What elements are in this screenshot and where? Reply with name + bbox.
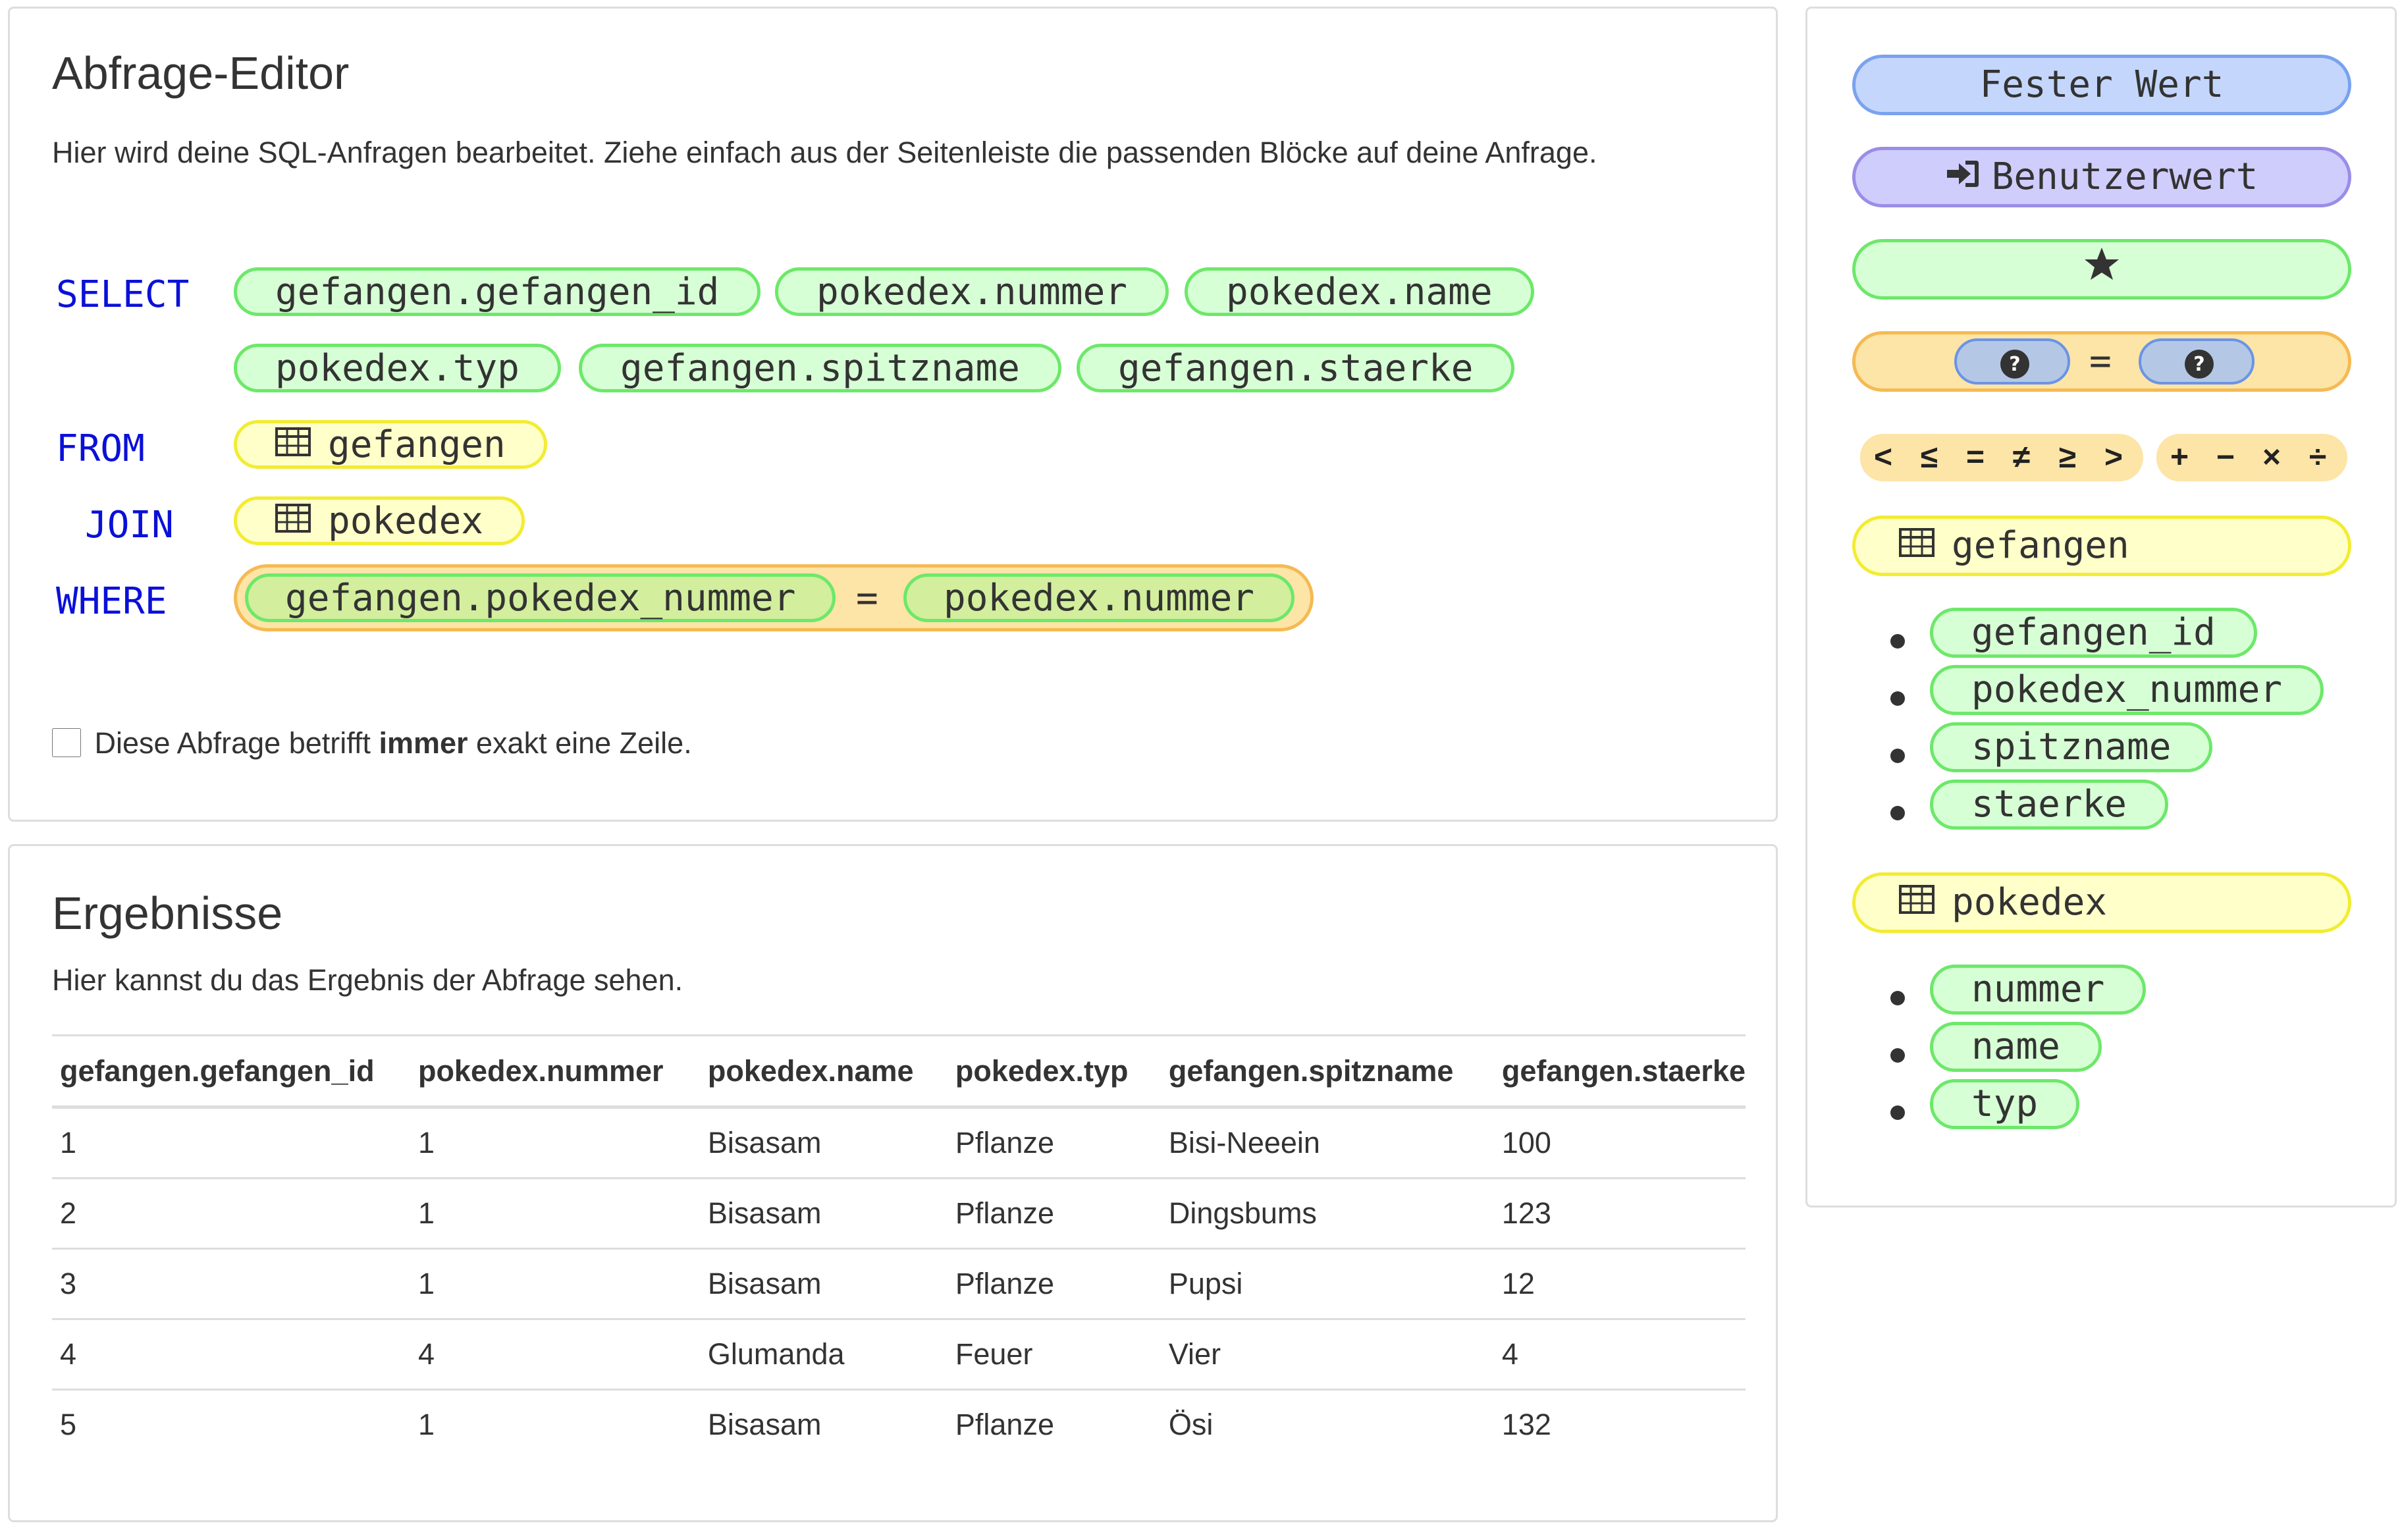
table-header-row bbox=[52, 1036, 1746, 1107]
sidebar-column-block[interactable]: nummer bbox=[1930, 965, 2146, 1015]
table-cell: 4 bbox=[52, 1319, 410, 1390]
table-icon bbox=[1899, 518, 1935, 572]
operator-times[interactable]: × bbox=[2249, 434, 2295, 481]
column-header: pokedex.name bbox=[700, 1036, 947, 1107]
sidebar-table-name: pokedex bbox=[1952, 881, 2108, 924]
list-bullet bbox=[1890, 691, 1905, 706]
question-icon bbox=[2000, 349, 2030, 379]
operator-less-than[interactable]: < bbox=[1860, 434, 1906, 481]
user-value-label: Benutzerwert bbox=[1991, 155, 2258, 198]
single-row-label-bold: immer bbox=[379, 726, 468, 760]
sidebar-column-block[interactable]: gefangen_id bbox=[1930, 608, 2257, 658]
operator-equal[interactable]: = bbox=[1952, 434, 1998, 481]
single-row-label-prefix: Diese Abfrage betrifft bbox=[94, 726, 379, 760]
table-cell: 1 bbox=[417, 1408, 435, 1441]
table-cell: Vier bbox=[1161, 1319, 1494, 1390]
table-cell: 1 bbox=[410, 1179, 700, 1249]
table-cell: Pflanze bbox=[947, 1249, 1161, 1319]
query-editor-panel bbox=[8, 7, 1778, 822]
select-column-block[interactable]: gefangen.gefangen_id bbox=[234, 267, 761, 316]
operator-less-equal[interactable]: ≤ bbox=[1906, 434, 1952, 481]
table-cell: Bisasam bbox=[700, 1179, 947, 1249]
from-table-name: gefangen bbox=[328, 423, 506, 466]
list-bullet bbox=[1890, 806, 1905, 820]
table-cell: 2 bbox=[52, 1179, 410, 1249]
results-panel bbox=[8, 844, 1778, 1522]
table-cell: 100 bbox=[1494, 1107, 1746, 1179]
table-row bbox=[52, 1319, 1746, 1390]
column-header: gefangen.spitzname bbox=[1161, 1036, 1494, 1107]
sidebar-table-pokedex[interactable] bbox=[1852, 872, 2351, 933]
comparison-right-slot[interactable] bbox=[2139, 338, 2255, 385]
table-cell: Feuer bbox=[947, 1319, 1161, 1390]
editor-title: Abfrage-Editor bbox=[52, 47, 350, 99]
operator-divide[interactable]: ÷ bbox=[2295, 434, 2341, 481]
table-cell: Bisi-Neeein bbox=[1161, 1107, 1494, 1179]
single-row-option bbox=[52, 726, 692, 760]
svg-text:?: ? bbox=[2193, 353, 2205, 376]
comparison-operator: = bbox=[2089, 340, 2112, 383]
operator-minus[interactable]: − bbox=[2202, 434, 2249, 481]
where-expression-block[interactable] bbox=[234, 564, 1314, 631]
results-table bbox=[52, 1034, 1746, 1459]
from-keyword: FROM bbox=[56, 427, 145, 470]
table-cell: Pupsi bbox=[1161, 1249, 1494, 1319]
table-cell: 1 bbox=[410, 1107, 700, 1179]
list-bullet bbox=[1890, 749, 1905, 763]
table-cell: Bisasam bbox=[700, 1107, 947, 1179]
join-table-name: pokedex bbox=[328, 500, 484, 543]
table-cell: 3 bbox=[52, 1249, 410, 1319]
select-keyword: SELECT bbox=[56, 273, 190, 316]
editor-description: Hier wird deine SQL-Anfragen bearbeitet. Ziehe einfach aus der Seitenleiste die passenden Blöcke auf deine Anfrage. bbox=[52, 136, 1597, 169]
select-column-block[interactable]: pokedex.nummer bbox=[775, 267, 1169, 316]
operator-not-equal[interactable]: ≠ bbox=[1998, 434, 2044, 481]
sign-in-icon bbox=[1946, 149, 1980, 203]
operator-plus[interactable]: + bbox=[2156, 434, 2202, 481]
list-bullet bbox=[1890, 634, 1905, 649]
table-cell: 1 bbox=[410, 1249, 700, 1319]
question-icon bbox=[2184, 349, 2214, 379]
table-cell: Dingsbums bbox=[1161, 1179, 1494, 1249]
column-header: gefangen.staerke bbox=[1494, 1036, 1746, 1107]
sidebar-column-block[interactable]: pokedex_nummer bbox=[1930, 665, 2324, 715]
table-cell: Ösi bbox=[1168, 1408, 1214, 1441]
list-bullet bbox=[1890, 991, 1905, 1005]
table-icon bbox=[1899, 875, 1935, 929]
table-cell: 4 bbox=[410, 1319, 700, 1390]
table-cell: Pflanze bbox=[955, 1408, 1054, 1441]
results-description: Hier kannst du das Ergebnis der Abfrage sehen. bbox=[52, 963, 683, 997]
table-cell: Bisasam bbox=[700, 1249, 947, 1319]
single-row-label-suffix: exakt eine Zeile. bbox=[467, 726, 692, 760]
where-left-column[interactable]: gefangen.pokedex_nummer bbox=[245, 573, 836, 622]
sidebar-table-name: gefangen bbox=[1952, 524, 2129, 567]
select-column-block[interactable]: pokedex.name bbox=[1185, 267, 1534, 316]
svg-text:?: ? bbox=[2009, 353, 2021, 376]
sidebar-column-block[interactable]: spitzname bbox=[1930, 722, 2212, 772]
column-header: pokedex.typ bbox=[947, 1036, 1161, 1107]
table-row bbox=[52, 1179, 1746, 1249]
all-columns-block[interactable] bbox=[1852, 239, 2351, 300]
user-value-block[interactable] bbox=[1852, 147, 2351, 207]
operator-greater-than[interactable]: > bbox=[2091, 434, 2137, 481]
table-cell: 5 bbox=[60, 1408, 77, 1441]
table-cell: 4 bbox=[1494, 1319, 1746, 1390]
sidebar-column-block[interactable]: typ bbox=[1930, 1079, 2079, 1129]
where-operator[interactable]: = bbox=[856, 577, 878, 620]
table-cell: Bisasam bbox=[707, 1408, 822, 1441]
select-column-block[interactable]: gefangen.staerke bbox=[1077, 344, 1514, 392]
join-keyword: JOIN bbox=[85, 504, 174, 546]
table-icon bbox=[275, 423, 311, 466]
sidebar-column-block[interactable]: name bbox=[1930, 1022, 2102, 1072]
where-right-column[interactable]: pokedex.nummer bbox=[903, 573, 1294, 622]
sidebar-table-gefangen[interactable] bbox=[1852, 516, 2351, 576]
column-header: pokedex.nummer bbox=[410, 1036, 700, 1107]
block-sidebar bbox=[1805, 7, 2397, 1208]
sidebar-column-block[interactable]: staerke bbox=[1930, 780, 2168, 830]
table-row bbox=[52, 1107, 1746, 1179]
single-row-checkbox[interactable] bbox=[52, 728, 81, 757]
table-cell: 12 bbox=[1494, 1249, 1746, 1319]
star-icon bbox=[2083, 242, 2120, 296]
table-row bbox=[52, 1249, 1746, 1319]
table-cell: Pflanze bbox=[947, 1107, 1161, 1179]
table-icon bbox=[275, 499, 311, 543]
column-header: gefangen.gefangen_id bbox=[52, 1036, 410, 1107]
from-table-block[interactable] bbox=[234, 420, 547, 469]
table-cell: 1 bbox=[52, 1107, 410, 1179]
list-bullet bbox=[1890, 1048, 1905, 1063]
where-keyword: WHERE bbox=[56, 580, 167, 623]
table-cell: 132 bbox=[1501, 1408, 1551, 1441]
operator-greater-equal[interactable]: ≥ bbox=[2044, 434, 2091, 481]
comparison-block[interactable] bbox=[1852, 331, 2351, 392]
join-table-block[interactable] bbox=[234, 496, 525, 545]
select-column-block[interactable]: pokedex.typ bbox=[234, 344, 561, 392]
list-bullet bbox=[1890, 1105, 1905, 1120]
table-cell: Pflanze bbox=[947, 1179, 1161, 1249]
table-cell: 123 bbox=[1494, 1179, 1746, 1249]
comparison-left-slot[interactable] bbox=[1954, 338, 2070, 385]
select-column-block[interactable]: gefangen.spitzname bbox=[579, 344, 1061, 392]
results-title: Ergebnisse bbox=[52, 888, 283, 939]
table-cell: Glumanda bbox=[700, 1319, 947, 1390]
table-row bbox=[52, 1390, 1746, 1460]
fixed-value-block[interactable]: Fester Wert bbox=[1852, 55, 2351, 115]
